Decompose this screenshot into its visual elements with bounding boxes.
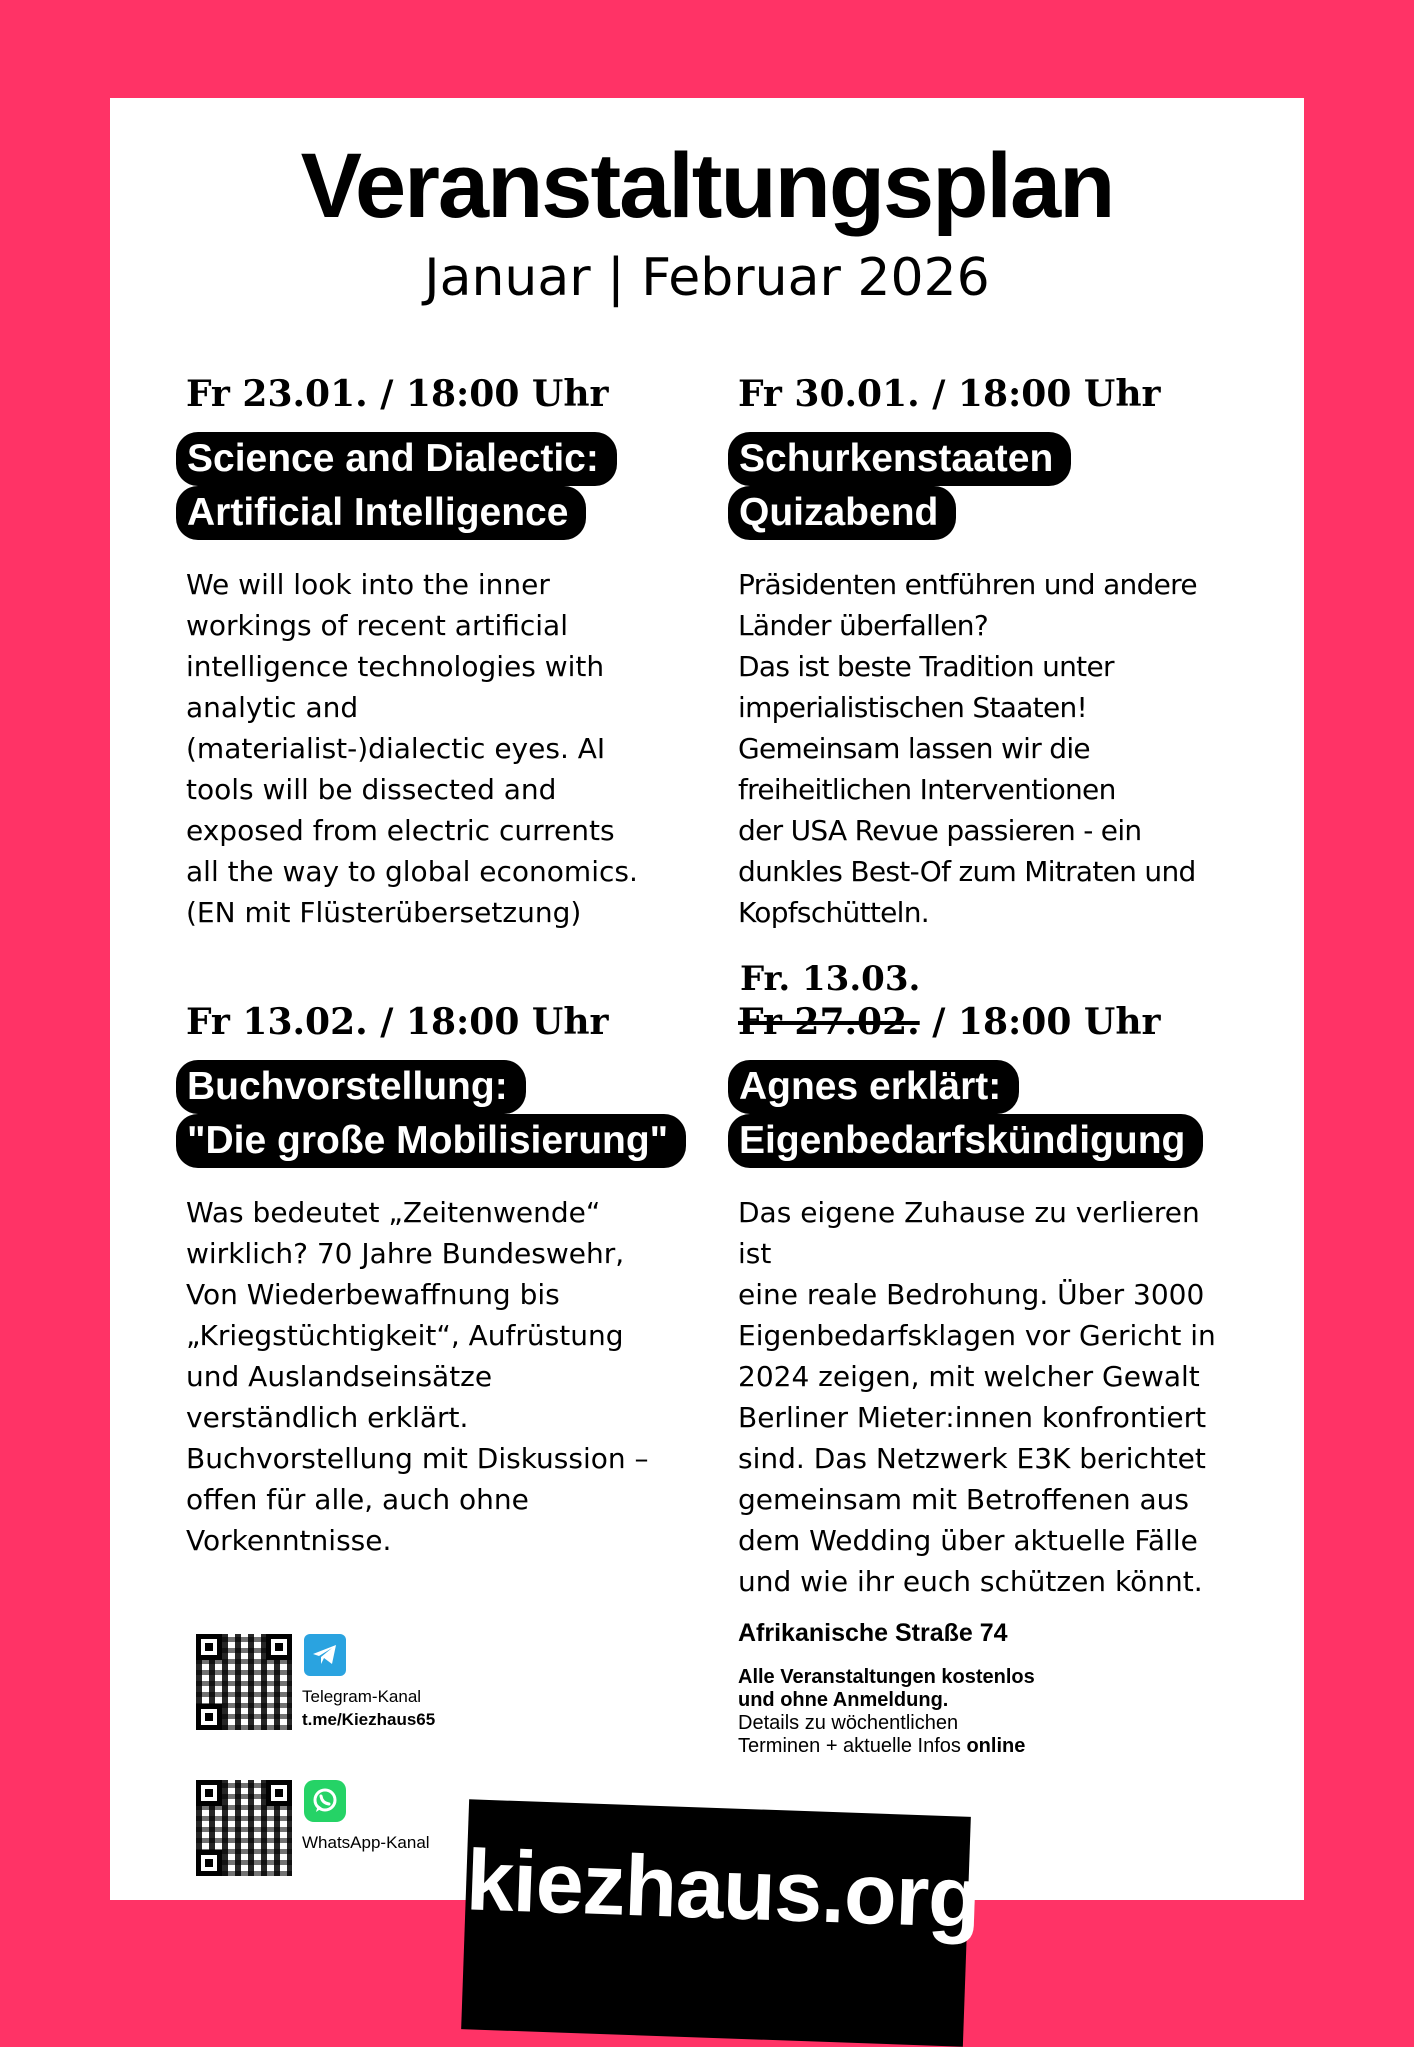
website-banner[interactable] [461, 1799, 982, 2046]
event-date [738, 1001, 1238, 1043]
event-description: We will look into the inner workings of recent artificial intelligence technologies with analytic and (materialist-)dialectic eyes. AI tools will be dissected and exposed from electric currents all the way to global economics. (EN mit Flüsterübersetzung) [186, 568, 638, 929]
event-title-line: Agnes erklärt: [728, 1060, 1019, 1114]
event-title-line: Buchvorstellung: [176, 1060, 526, 1114]
online-link[interactable]: online [966, 1735, 1026, 1757]
page-subtitle: Januar | Februar 2026 [424, 248, 990, 308]
event-title [728, 1060, 1238, 1168]
event-card-3 [176, 1001, 686, 1561]
event-title-line: Quizabend [728, 486, 956, 540]
event-old-date: Fr 27.02. [738, 1001, 920, 1043]
event-date: Fr 23.01. / 18:00 Uhr [186, 373, 609, 415]
event-card-4 [728, 959, 1238, 1602]
event-date: Fr 30.01. / 18:00 Uhr [738, 373, 1161, 415]
telegram-link[interactable]: t.me/Kiezhaus65 [302, 1710, 436, 1729]
whatsapp-label: WhatsApp-Kanal [302, 1833, 430, 1852]
whatsapp-icon[interactable] [304, 1780, 346, 1822]
event-title-line: "Die große Mobilisierung" [176, 1114, 686, 1168]
telegram-qr-code[interactable] [196, 1634, 292, 1730]
details-note: Details zu wöchentlichen Terminen + aktuelle Infos online [738, 1712, 1026, 1757]
event-title-line: Science and Dialectic: [176, 432, 617, 486]
event-time: / 18:00 Uhr [919, 1001, 1161, 1043]
event-title-line: Schurkenstaaten [728, 432, 1071, 486]
page-title: Veranstaltungsplan [300, 135, 1114, 237]
event-date: Fr 13.02. / 18:00 Uhr [186, 1001, 609, 1043]
telegram-icon[interactable] [304, 1634, 346, 1676]
website-url[interactable]: kiezhaus.org [464, 1832, 982, 1947]
event-title [176, 1060, 686, 1168]
event-card-2 [728, 373, 1238, 933]
event-title [176, 432, 686, 540]
info-block [738, 1618, 1035, 1758]
event-description: Präsidenten entführen und andere Länder überfallen? Das ist beste Tradition unter imperialistischen Staaten! Gemeinsam lassen wir die freiheitlichen Interventionen der USA Revue passieren - ein dunkles Best-Of zum Mitraten und Kopfschütteln. [738, 568, 1197, 929]
free-entry-note: Alle Veranstaltungen kostenlos und ohne Anmeldung. [738, 1666, 1035, 1711]
telegram-label: Telegram-Kanal [302, 1687, 422, 1706]
event-card-1 [176, 373, 686, 933]
event-description: Das eigene Zuhause zu verlieren ist eine reale Bedrohung. Über 3000 Eigenbedarfsklagen vor Gericht in 2024 zeigen, mit welcher Gewalt Berliner Mieter:innen konfrontiert sind. Das Netzwerk E3K berichtet gemeinsam mit Betroffenen aus dem Wedding über aktuelle Fälle und wie ihr euch schützen könnt. [738, 1196, 1216, 1598]
event-title-line: Artificial Intelligence [176, 486, 586, 540]
address: Afrikanische Straße 74 [738, 1619, 1008, 1647]
event-title-line: Eigenbedarfskündigung [728, 1114, 1203, 1168]
event-new-date: Fr. 13.03. [740, 959, 921, 999]
event-description: Was bedeutet „Zeitenwende“ wirklich? 70 Jahre Bundeswehr, Von Wiederbewaffnung bis „Kriegstüchtigkeit“, Aufrüstung und Auslandseinsätze verständlich erklärt. Buchvorstellung mit Diskussion – offen für alle, auch ohne Vorkenntnisse. [186, 1196, 649, 1557]
event-title [728, 432, 1238, 540]
whatsapp-qr-code[interactable] [196, 1780, 292, 1876]
